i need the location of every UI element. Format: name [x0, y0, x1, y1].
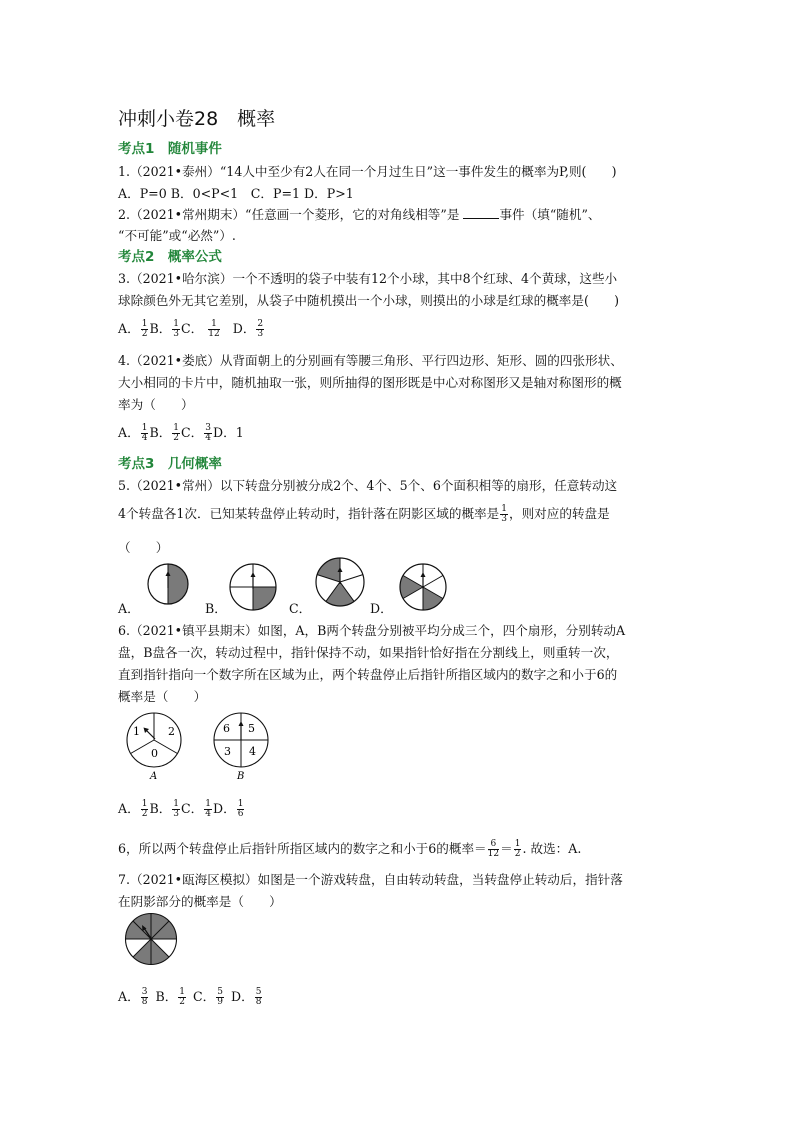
- q5-spinner-c: [314, 556, 366, 608]
- q6-options: [118, 798, 245, 819]
- q7-option-b-fraction: $\frac{1}{2}$: [179, 987, 186, 1007]
- q5-spinner-b: [228, 562, 278, 612]
- q7-option-c-label: C．: [193, 989, 216, 1004]
- q4-line3: 率为（ ）: [118, 397, 194, 412]
- q3-option-b-label: B．: [149, 321, 172, 336]
- q2-text-b: 事件（填“随机”、: [499, 207, 601, 222]
- q4-option-c-label: C．: [181, 425, 204, 440]
- q5-label-b: B．: [205, 601, 227, 616]
- q4-option-a-fraction: $\frac{1}{4}$: [141, 423, 148, 443]
- q7-option-c-fraction: $\frac{5}{9}$: [217, 987, 223, 1007]
- q6-option-c-fraction: $\frac{1}{4}$: [205, 799, 211, 819]
- q3-option-c-fraction: $\frac{1}{12}$: [208, 319, 220, 339]
- section-heading-1: 考点1 随机事件: [118, 141, 222, 157]
- q7-option-a-label: A．: [118, 989, 140, 1004]
- q7-option-d-fraction: $\frac{5}{8}$: [255, 987, 262, 1007]
- q5-spinner-d: [398, 562, 448, 612]
- q4-option-b-label: B．: [149, 425, 172, 440]
- spinner-b-number-5: 5: [248, 722, 255, 735]
- spinner-a-number-0: 0: [151, 747, 158, 760]
- q6-line1: 6.（2021•镇平县期末）如图，A，B两个转盘分别被平均分成三个，四个扇形，分别转动A: [118, 623, 626, 638]
- q4-option-a-label: A．: [118, 425, 140, 440]
- answer-fraction-1: $\frac{6}{12}$: [487, 839, 500, 859]
- q3-option-d-label: D．: [232, 321, 256, 336]
- q3-options: [118, 318, 265, 339]
- q7-spinner: [122, 910, 180, 968]
- q1-options: A．P=0 B．0<P<1 C．P=1 D．P>1: [118, 186, 354, 201]
- q7-option-a-fraction: $\frac{3}{8}$: [141, 987, 148, 1007]
- q5-text-b: ，则对应的转盘是: [508, 506, 610, 521]
- q3-option-c-label: C．: [181, 321, 204, 336]
- q5-text-a: 4个转盘各1次．已知某转盘停止转动时，指针落在阴影区域的概率是: [118, 506, 500, 521]
- q4-option-d-label: D．1: [213, 425, 244, 440]
- q3-line2: 球除颜色外无其它差别，从袋子中随机摸出一个小球，则摸出的小球是红球的概率是( ): [118, 293, 619, 308]
- answer-equals: ＝: [500, 841, 513, 856]
- q5-label-a: A．: [118, 601, 140, 616]
- q6-option-c-label: C．: [181, 801, 204, 816]
- q6-option-a-label: A．: [118, 801, 140, 816]
- answer-fraction-2: $\frac{1}{2}$: [514, 839, 521, 859]
- q5-fraction: $\frac{1}{3}$: [501, 504, 507, 524]
- spinner-b-label: B: [237, 771, 245, 782]
- q3-line1: 3.（2021•哈尔滨）一个不透明的袋子中装有12个小球，其中8个红球、4个黄球，这些小: [118, 271, 618, 286]
- q4-option-c-fraction: $\frac{3}{4}$: [205, 423, 211, 443]
- q6-line4: 概率是（ ）: [118, 689, 207, 704]
- q5-line3: （ ）: [118, 540, 169, 555]
- q6-option-b-label: B．: [149, 801, 172, 816]
- q6-spinner-a: [124, 710, 184, 790]
- spinner-b-number-4: 4: [249, 745, 256, 758]
- q4-options: [118, 422, 244, 443]
- q2-text-a: 2.（2021•常州期末）“任意画一个菱形，它的对角线相等”是: [118, 207, 460, 222]
- answer-text-b: . 故选：A.: [522, 841, 582, 856]
- q6-option-d-fraction: $\frac{1}{6}$: [237, 799, 244, 819]
- page-title: 冲刺小卷28 概率: [118, 108, 276, 130]
- answer-text-a: 6，所以两个转盘停止后指针所指区域内的数字之和小于6的概率＝: [118, 841, 487, 856]
- q5-label-d: D．: [370, 601, 393, 616]
- q2-line2: “不可能”或“必然”）.: [118, 228, 236, 243]
- q3-option-b-fraction: $\frac{1}{3}$: [173, 319, 180, 339]
- q7-line2: 在阴影部分的概率是（ ）: [118, 894, 282, 909]
- q3-option-a-fraction: $\frac{1}{2}$: [141, 319, 148, 339]
- q6-option-d-label: D．: [213, 801, 236, 816]
- spinner-a-number-2: 2: [168, 725, 175, 738]
- spinner-a-label: A: [150, 771, 158, 782]
- q7-option-b-label: B．: [155, 989, 178, 1004]
- q4-line2: 大小相同的卡片中，随机抽取一张，则所抽得的图形既是中心对称图形又是轴对称图形的概: [118, 375, 622, 390]
- spinner-b-number-3: 3: [224, 745, 231, 758]
- q6-option-a-fraction: $\frac{1}{2}$: [141, 799, 148, 819]
- spinner-a-number-1: 1: [133, 725, 140, 738]
- q5-line1: 5.（2021•常州）以下转盘分别被分成2个、4个、5个、6个面积相等的扇形，任意转动这: [118, 478, 618, 493]
- q5-spinner-a: [146, 562, 190, 606]
- q6-option-b-fraction: $\frac{1}{3}$: [173, 799, 180, 819]
- q5-label-c: C．: [289, 601, 312, 616]
- q1-stem: 1.（2021•泰州）“14人中至少有2人在同一个月过生日”这一事件发生的概率为P,则( ): [118, 164, 617, 179]
- q6-spinner-b: [211, 710, 271, 790]
- q6-line2: 盘，B盘各一次，转动过程中，指针保持不动，如果指针恰好指在分割线上，则重转一次，: [118, 645, 619, 660]
- q7-line1: 7.（2021•瓯海区模拟）如图是一个游戏转盘，自由转动转盘，当转盘停止转动后，指针落: [118, 872, 623, 887]
- q7-options: [118, 986, 263, 1007]
- q2-line1: [118, 204, 601, 223]
- q5-line2: [118, 503, 610, 524]
- q6-line3: 直到指针指向一个数字所在区域为止，两个转盘停止后指针所指区域内的数字之和小于6的: [118, 667, 618, 682]
- spinner-b-number-6: 6: [223, 722, 230, 735]
- q4-option-b-fraction: $\frac{1}{2}$: [173, 423, 180, 443]
- q3-option-a-label: A．: [118, 321, 140, 336]
- q4-line1: 4.（2021•娄底）从背面朝上的分别画有等腰三角形、平行四边形、矩形、圆的四张形状、: [118, 353, 623, 368]
- q7-option-d-label: D．: [231, 989, 254, 1004]
- section-heading-3: 考点3 几何概率: [118, 456, 222, 472]
- q6-answer-line: [118, 838, 581, 859]
- q2-answer-blank[interactable]: [463, 206, 499, 219]
- q3-option-d-fraction: $\frac{2}{3}$: [257, 319, 264, 339]
- section-heading-2: 考点2 概率公式: [118, 249, 222, 265]
